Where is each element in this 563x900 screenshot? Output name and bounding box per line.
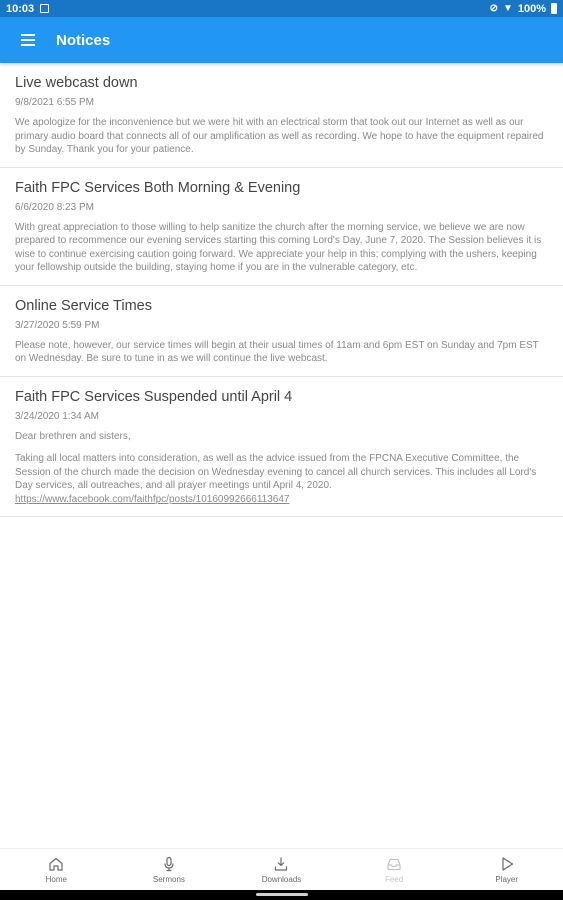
notice-paragraph: Dear brethren and sisters, [15,430,131,442]
notification-icon [40,4,49,13]
inbox-icon [386,856,402,872]
notice-paragraph: With great appreciation to those willing to help sanitize the church after the morning service, we believe we are now prepared to recommence our evening services starting this coming Lord's Day, June 7, 2020. The Session believes it is wise to continue exercising caution going forward. We appreciate your help in this; complying with the ushers, keeping your fellowship outside the building, staying home if you are in the vulnerable category, etc. [15,221,542,273]
home-gesture-handle[interactable] [256,893,308,896]
app-bar [0,17,563,63]
notice-title: Live webcast down [15,75,138,91]
notice-item[interactable] [0,63,563,168]
status-time: 10:03 [6,2,35,15]
nav-feed[interactable] [338,849,451,890]
battery-level: 100% [517,2,546,15]
nav-label: Home [45,874,67,884]
nav-downloads[interactable] [225,849,338,890]
bottom-nav [0,848,563,890]
wifi-icon: ▼ [502,2,513,14]
notice-body [15,116,548,157]
page-title: Notices [56,31,111,49]
do-not-disturb-icon: ⊘ [489,2,498,14]
nav-player[interactable] [450,849,563,890]
notice-body [15,430,548,507]
nav-label: Sermons [152,874,185,884]
notice-paragraph: Taking all local matters into consideration, as well as the advice issued from the FPCNA Executive Committee, the Session of the church made the decision on Wednesday evening to cancel all church services. This includes all Lord's Day services, all outreaches, and all prayer meetings until April 4, 2020. [15,453,537,491]
nav-home[interactable] [0,849,113,890]
notice-link[interactable]: https://www.facebook.com/faithfpc/posts/10160992666113647 [15,493,290,505]
notice-date: 9/8/2021 6:55 PM [15,97,94,108]
notice-title: Faith FPC Services Both Morning & Evening [15,179,301,196]
notice-date: 3/24/2020 1:34 AM [15,410,99,422]
microphone-icon [161,856,177,872]
notice-item[interactable] [0,377,563,518]
system-nav-bar [0,890,563,900]
notice-title: Online Service Times [15,297,152,314]
nav-label: Feed [384,874,404,884]
notice-body [15,221,548,275]
status-right [490,3,557,15]
notice-item[interactable] [0,168,563,286]
battery-icon [551,3,557,14]
menu-icon[interactable] [0,17,56,63]
notice-date: 6/6/2020 8:23 PM [15,201,94,213]
download-icon [273,856,289,872]
notice-date: 3/27/2020 5:59 PM [15,319,100,331]
nav-label: Downloads [261,874,302,884]
notice-paragraph: We apologize for the inconvenience but we were hit with an electrical storm that took out our Internet as well as our primary audio board that connects all of our amplification as well as recording. We hope to have the equipment repaired by Sunday. Thank you for your patience. [15,117,544,155]
notice-body [15,339,548,366]
nav-label: Player [495,874,519,884]
notice-title: Faith FPC Services Suspended until April 4 [15,388,293,405]
nav-sermons[interactable] [113,849,226,890]
play-icon [499,856,515,872]
home-icon [48,856,64,872]
notice-item[interactable] [0,286,563,377]
status-bar [0,0,563,17]
notice-paragraph: Please note, however, our service times will begin at their usual times of 11am and 6pm EST on Sunday and 7pm EST on Wednesday. Be sure to tune in as we will continue the live webcast. [15,339,539,364]
notice-list [0,63,563,517]
